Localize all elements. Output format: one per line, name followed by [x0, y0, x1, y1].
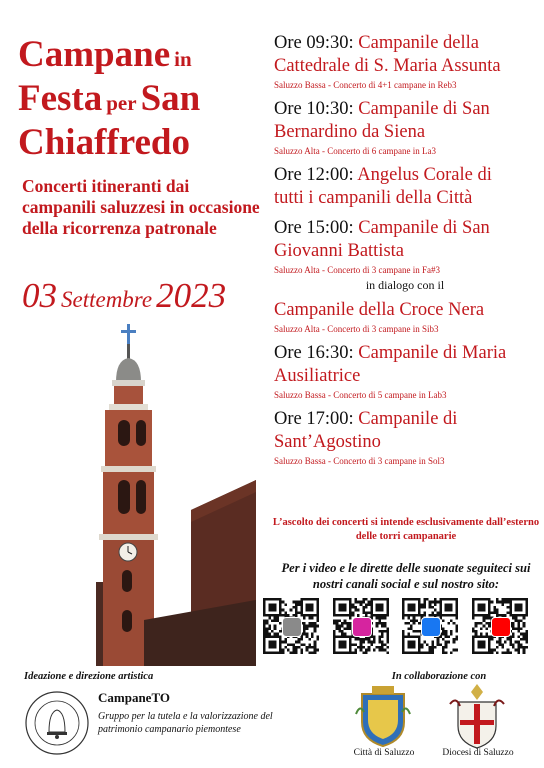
listening-note: L’ascolto dei concerti si intende esclusivamente dall’esterno delle torri campanarie: [272, 517, 540, 542]
qr-code-youtube[interactable]: [472, 598, 528, 654]
event-time: Ore 17:00:: [274, 409, 354, 429]
event-title: Campanile della Croce Nera: [274, 300, 485, 320]
event-detail: Saluzzo Bassa - Concerto di 5 campane in Lab3: [274, 390, 447, 400]
title-word-san: San: [140, 78, 201, 119]
bell-tower-image: [96, 320, 256, 666]
date-day: 03: [22, 276, 57, 315]
event-time: Ore 10:30:: [274, 99, 354, 119]
event-title: Angelus Corale di: [357, 165, 492, 185]
event-title: Campanile di Maria: [358, 343, 507, 363]
instagram-icon: [352, 617, 372, 637]
dialog-text: in dialogo con il: [365, 278, 445, 292]
schedule-item: [274, 98, 536, 157]
event-detail: Saluzzo Bassa - Concerto di 4+1 campane in Reb3: [274, 80, 457, 90]
schedule-item: [274, 217, 536, 276]
title-word-chiaffredo: Chiaffredo: [18, 122, 190, 163]
partner-caption-city: Città di Saluzzo: [353, 748, 415, 758]
event-title: Campanile della: [358, 33, 479, 53]
qr-code-instagram[interactable]: [333, 598, 389, 654]
saluzzo-city-crest: [354, 684, 412, 748]
schedule-list: [274, 32, 536, 474]
qr-code-web[interactable]: [263, 598, 319, 654]
event-time: Ore 15:00:: [274, 218, 354, 238]
title-word-campane: Campane: [18, 34, 171, 75]
title-word-festa: Festa: [18, 78, 103, 119]
event-detail: Saluzzo Bassa - Concerto di 3 campane in Sol3: [274, 456, 445, 466]
campaneto-seal-logo: [24, 690, 90, 756]
partner-caption-diocese: Diocesi di Saluzzo: [442, 748, 514, 758]
org-description: Gruppo per la tutela e la valorizzazione del patrimonio campanario piemontese: [98, 711, 273, 735]
schedule-item: [274, 299, 536, 335]
diocese-crest: [446, 682, 508, 750]
youtube-icon: [491, 617, 511, 637]
schedule-item: [274, 408, 536, 467]
collab-label: In collaborazione con: [391, 671, 487, 682]
title-word-per: per: [106, 91, 137, 115]
event-time: Ore 16:30:: [274, 343, 354, 363]
ideazione-label: Ideazione e direzione artistica: [24, 671, 154, 682]
date-year: 2023: [156, 276, 227, 315]
event-date: [22, 276, 267, 316]
web-icon: [282, 617, 302, 637]
org-name: CampaneTO: [98, 690, 170, 705]
title-word-in: in: [174, 47, 192, 71]
event-title-cont: tutti i campanili della Città: [274, 188, 473, 208]
event-title-cont: Sant’Agostino: [274, 432, 381, 452]
event-time: Ore 09:30:: [274, 33, 354, 53]
event-title: Campanile di: [358, 409, 458, 429]
event-title: Campanile di San: [358, 99, 490, 119]
event-detail: Saluzzo Alta - Concerto di 3 campane in Sib3: [274, 324, 439, 334]
event-title-cont: Ausiliatrice: [274, 366, 361, 386]
date-month: Settembre: [61, 287, 153, 312]
event-title: Campanile di San: [358, 218, 490, 238]
qr-code-facebook[interactable]: [402, 598, 458, 654]
event-title-cont: Cattedrale di S. Maria Assunta: [274, 56, 501, 76]
event-title-cont: Giovanni Battista: [274, 241, 404, 261]
facebook-icon: [421, 617, 441, 637]
poster-subtitle: Concerti itineranti dai campanili saluzzesi in occasione della ricorrenza patronale: [22, 176, 260, 238]
event-time: Ore 12:00:: [274, 165, 354, 185]
event-detail: Saluzzo Alta - Concerto di 6 campane in La3: [274, 146, 436, 156]
event-detail: Saluzzo Alta - Concerto di 3 campane in Fa#3: [274, 265, 440, 275]
social-text: Per i video e le dirette delle suonate seguiteci sui nostri canali social e sul nostro sito:: [281, 561, 531, 591]
schedule-item: [274, 164, 536, 210]
schedule-item: [274, 342, 536, 401]
poster-title: [18, 36, 258, 168]
schedule-item: [274, 32, 536, 91]
event-title-cont: Bernardino da Siena: [274, 122, 426, 142]
